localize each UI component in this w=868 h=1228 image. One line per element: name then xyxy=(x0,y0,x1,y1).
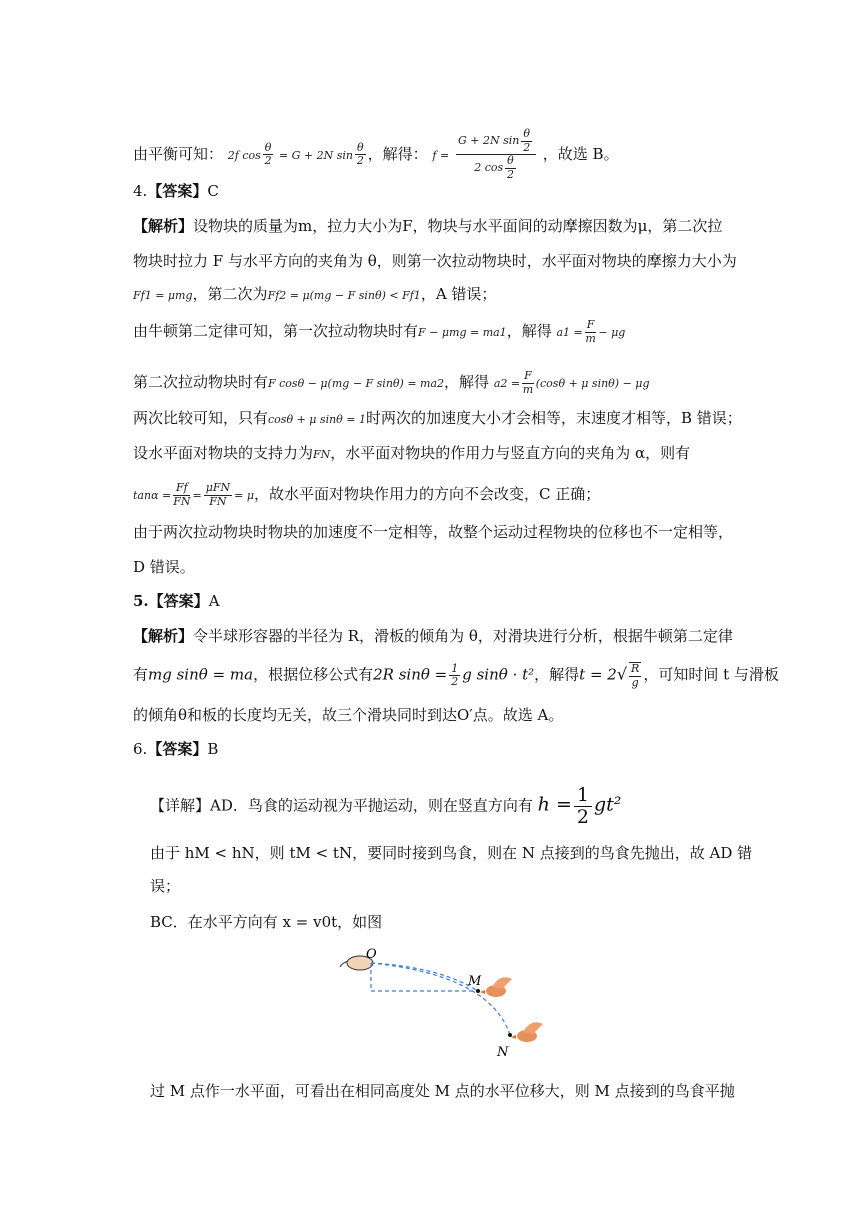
solve-label: ，解得： xyxy=(367,144,428,163)
q6-line2: 由于 hM < hN，则 tM < tN，要同时接到鸟食，则在 N 点接到的鸟食先抛出，故 AD 错 xyxy=(150,844,753,862)
eq-2fcos: 2f cos xyxy=(227,148,261,162)
label-M: M xyxy=(468,974,482,989)
q4-line9: 由于两次拉动物块时物块的加速度不一定相等，故整个运动过程物块的位移也不一定相等， xyxy=(133,523,734,541)
q5-line2: 有mg sinθ = ma，根据位移公式有2R sinθ = $\frac{1}{2}$ g sinθ · t²，解得t = 2√ $\frac{R}{g}$ ，可知时间 t 与滑板 xyxy=(133,661,779,689)
balance-equation-line xyxy=(133,128,619,182)
bird-icon-m xyxy=(480,977,512,997)
choose-b: ，故选 B。 xyxy=(542,144,619,163)
eq-G-2Nsin: = G + 2N sin xyxy=(275,148,353,162)
projectile-figure xyxy=(330,945,560,1065)
q4-line5: 第二次拉动物块时有F cosθ − μ(mg − F sinθ) = ma2，解得 a2 = $\frac{F}{m}$ (cosθ + μ sinθ) − μg xyxy=(133,369,650,396)
q4-line6: 两次比较可知，只有cosθ + μ sinθ = 1时两次的加速度大小才会相等，末速度才相等，B 错误； xyxy=(133,409,742,427)
q4-line3: Ff1 = μmg，第二次为Ff2 = μ(mg − F sinθ) < Ff1，A 错误； xyxy=(133,285,497,303)
label-O: O xyxy=(366,947,377,962)
q4-line7: 设水平面对物块的支持力为FN，水平面对物块的作用力与竖直方向的夹角为 α，则有 xyxy=(133,444,691,462)
q6-line4: BC．在水平方向有 x = v0t，如图 xyxy=(150,913,383,931)
frac-theta-2b: $\frac{\theta}{2}$ xyxy=(356,140,364,168)
q4-line10: D 错误。 xyxy=(133,558,195,576)
q5-line1: 【解析】令半球形容器的半径为 R，滑板的倾角为 θ，对滑块进行分析，根据牛顿第二定律 xyxy=(133,627,733,645)
balance-intro: 由平衡可知： xyxy=(133,144,224,163)
q4-line8: tanα = $\frac{Ff}{FN}$ = $\frac{\text{μFN}}{FN}$ = μ，故水平面对物块作用力的方向不会改变，C 正确； xyxy=(133,481,601,508)
q6-answer: 6.【答案】B xyxy=(133,740,219,758)
q4-answer: 4.【答案】C xyxy=(133,182,219,200)
q6-line5: 过 M 点作一水平面，可看出在相同高度处 M 点的水平位移大，则 M 点接到的鸟食平抛 xyxy=(150,1082,735,1100)
q4-line4: 由牛顿第二定律可知，第一次拉动物块时有F − μmg = ma1，解得 a1 = $\frac{F}{m}$ − μg xyxy=(133,318,626,345)
frac-theta-2: $\frac{\theta}{2}$ xyxy=(264,140,272,168)
q6-line1: 【详解】AD．鸟食的运动视为平抛运动，则在竖直方向有 h = $\frac{1}{2}$ gt² xyxy=(150,784,622,828)
q6-line3: 误； xyxy=(150,877,181,895)
bird-icon-n xyxy=(511,1022,543,1042)
q4-line2: 物块时拉力 F 与水平方向的夹角为 θ，则第一次拉动物块时，水平面对物块的摩擦力大小为 xyxy=(133,252,737,270)
q5-line3: 的倾角θ和板的长度均无关，故三个滑块同时到达O′点。故选 A。 xyxy=(133,706,564,724)
label-N: N xyxy=(497,1045,509,1060)
f-fraction: G + 2N sin $\frac{\theta}{2}$ 2 cos $\frac{\theta}{2}$ xyxy=(456,128,536,182)
f-equals: f = xyxy=(432,148,450,162)
q5-answer: 5.【答案】A xyxy=(133,592,220,610)
q4-line1: 【解析】设物块的质量为m，拉力大小为F，物块与水平面间的动摩擦因数为μ，第二次拉 xyxy=(133,217,723,235)
